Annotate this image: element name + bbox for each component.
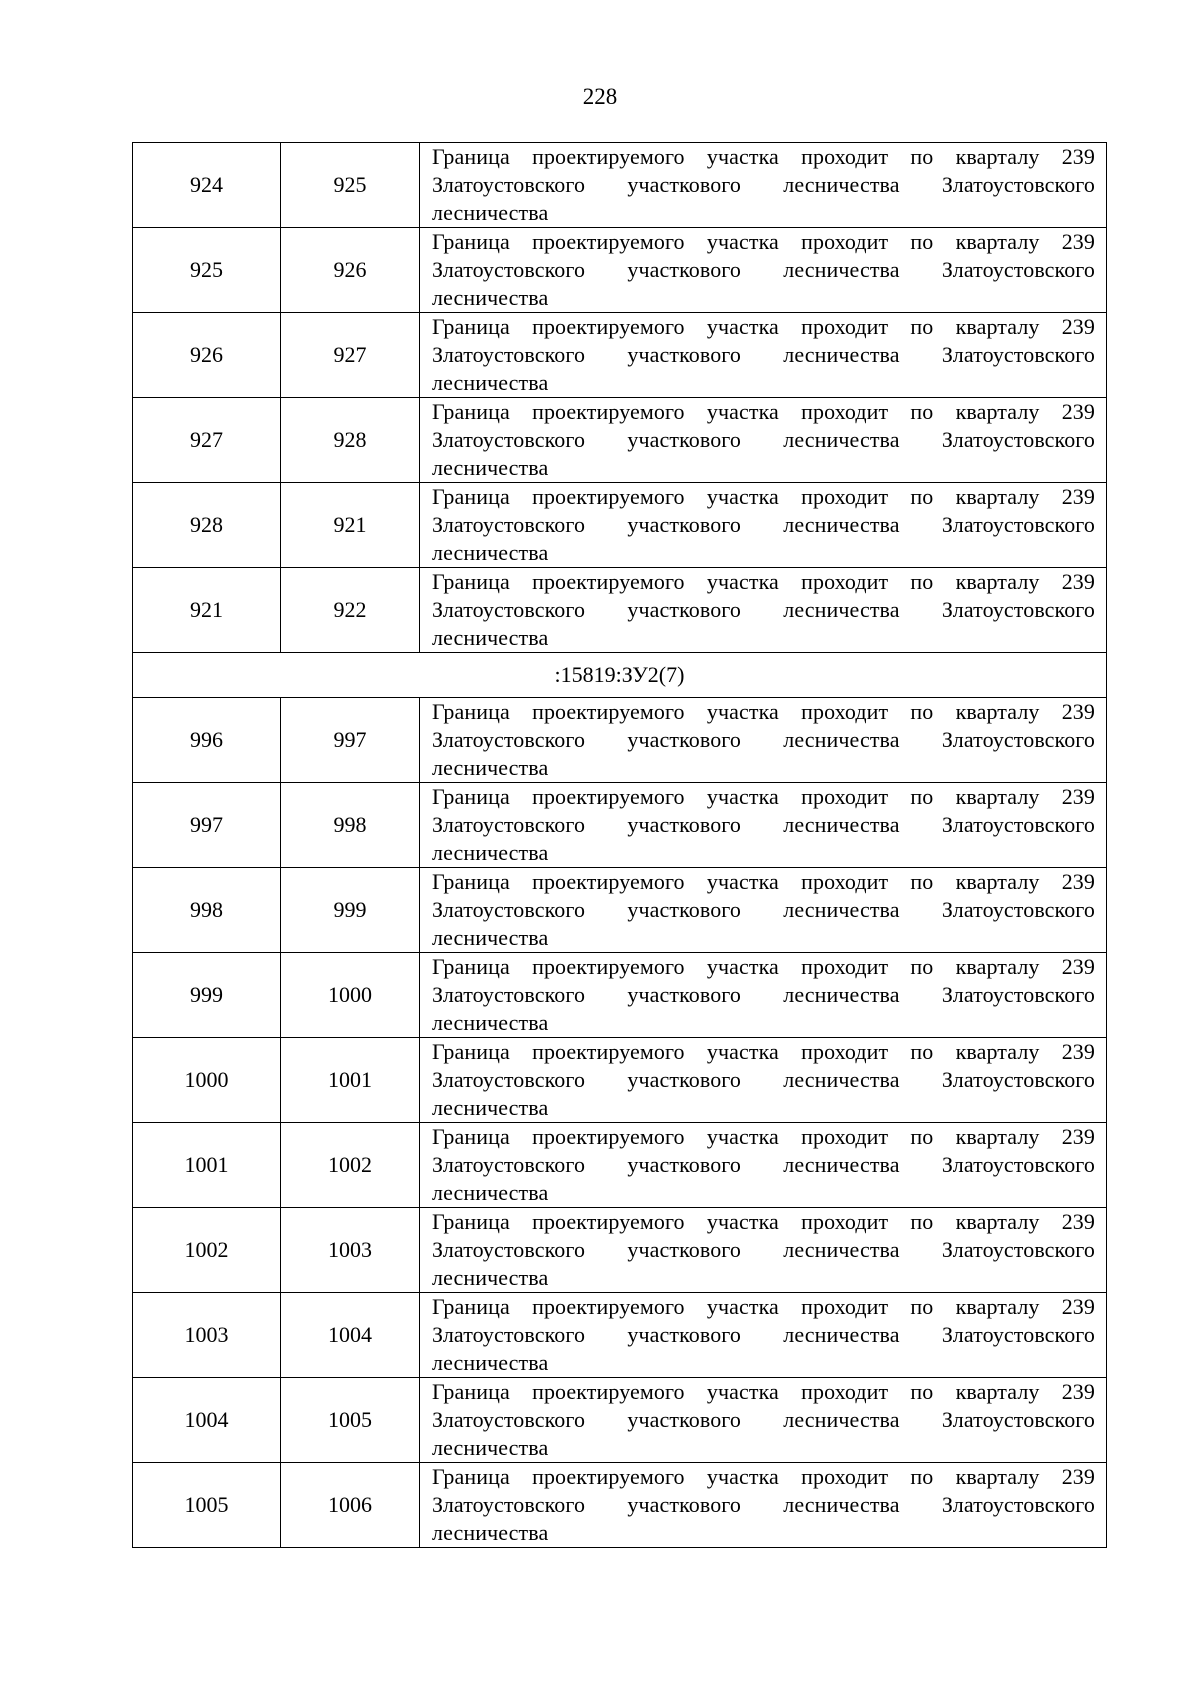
point-from: 921 xyxy=(133,568,281,653)
point-to: 921 xyxy=(281,483,420,568)
table-row xyxy=(133,398,1107,483)
boundary-description: Граница проектируемого участка проходит по кварталу 239 Златоустовского участкового лесничества Златоустовского лесничества xyxy=(420,1463,1107,1548)
point-from: 1004 xyxy=(133,1378,281,1463)
point-to: 927 xyxy=(281,313,420,398)
point-to: 1005 xyxy=(281,1378,420,1463)
table-row xyxy=(133,313,1107,398)
table-row xyxy=(133,1123,1107,1208)
table-row xyxy=(133,698,1107,783)
table-row xyxy=(133,483,1107,568)
boundary-description: Граница проектируемого участка проходит по кварталу 239 Златоустовского участкового лесничества Златоустовского лесничества xyxy=(420,1038,1107,1123)
page-number: 228 xyxy=(582,84,618,109)
table-row xyxy=(133,953,1107,1038)
point-to: 1003 xyxy=(281,1208,420,1293)
table-row xyxy=(133,568,1107,653)
point-to: 1004 xyxy=(281,1293,420,1378)
table-row xyxy=(133,1378,1107,1463)
point-to: 998 xyxy=(281,783,420,868)
section-title: :15819:ЗУ2(7) xyxy=(133,653,1107,698)
table-row xyxy=(133,143,1107,228)
boundary-table xyxy=(132,142,1107,1548)
boundary-description: Граница проектируемого участка проходит по кварталу 239 Златоустовского участкового лесничества Златоустовского лесничества xyxy=(420,568,1107,653)
section-header-row xyxy=(133,653,1107,698)
table-row xyxy=(133,868,1107,953)
boundary-description: Граница проектируемого участка проходит по кварталу 239 Златоустовского участкового лесничества Златоустовского лесничества xyxy=(420,1293,1107,1378)
point-to: 1006 xyxy=(281,1463,420,1548)
point-to: 1001 xyxy=(281,1038,420,1123)
point-from: 928 xyxy=(133,483,281,568)
point-to: 999 xyxy=(281,868,420,953)
point-from: 1005 xyxy=(133,1463,281,1548)
point-from: 1003 xyxy=(133,1293,281,1378)
boundary-description: Граница проектируемого участка проходит по кварталу 239 Златоустовского участкового лесничества Златоустовского лесничества xyxy=(420,868,1107,953)
boundary-description: Граница проектируемого участка проходит по кварталу 239 Златоустовского участкового лесничества Златоустовского лесничества xyxy=(420,953,1107,1038)
point-to: 928 xyxy=(281,398,420,483)
point-from: 1002 xyxy=(133,1208,281,1293)
point-from: 924 xyxy=(133,143,281,228)
table-row xyxy=(133,1463,1107,1548)
table-row xyxy=(133,1293,1107,1378)
point-from: 997 xyxy=(133,783,281,868)
point-from: 1001 xyxy=(133,1123,281,1208)
table-row xyxy=(133,1038,1107,1123)
point-from: 1000 xyxy=(133,1038,281,1123)
point-from: 926 xyxy=(133,313,281,398)
boundary-description: Граница проектируемого участка проходит по кварталу 239 Златоустовского участкового лесничества Златоустовского лесничества xyxy=(420,398,1107,483)
point-to: 926 xyxy=(281,228,420,313)
table-row xyxy=(133,228,1107,313)
point-to: 925 xyxy=(281,143,420,228)
point-from: 925 xyxy=(133,228,281,313)
point-from: 927 xyxy=(133,398,281,483)
point-from: 998 xyxy=(133,868,281,953)
boundary-description: Граница проектируемого участка проходит по кварталу 239 Златоустовского участкового лесничества Златоустовского лесничества xyxy=(420,783,1107,868)
point-to: 1000 xyxy=(281,953,420,1038)
point-to: 922 xyxy=(281,568,420,653)
boundary-description: Граница проектируемого участка проходит по кварталу 239 Златоустовского участкового лесничества Златоустовского лесничества xyxy=(420,313,1107,398)
boundary-description: Граница проектируемого участка проходит по кварталу 239 Златоустовского участкового лесничества Златоустовского лесничества xyxy=(420,1378,1107,1463)
table-row xyxy=(133,783,1107,868)
boundary-description: Граница проектируемого участка проходит по кварталу 239 Златоустовского участкового лесничества Златоустовского лесничества xyxy=(420,228,1107,313)
point-to: 1002 xyxy=(281,1123,420,1208)
table-body xyxy=(133,143,1107,1548)
boundary-description: Граница проектируемого участка проходит по кварталу 239 Златоустовского участкового лесничества Златоустовского лесничества xyxy=(420,1123,1107,1208)
boundary-description: Граница проектируемого участка проходит по кварталу 239 Златоустовского участкового лесничества Златоустовского лесничества xyxy=(420,1208,1107,1293)
point-from: 999 xyxy=(133,953,281,1038)
boundary-description: Граница проектируемого участка проходит по кварталу 239 Златоустовского участкового лесничества Златоустовского лесничества xyxy=(420,698,1107,783)
boundary-description: Граница проектируемого участка проходит по кварталу 239 Златоустовского участкового лесничества Златоустовского лесничества xyxy=(420,143,1107,228)
point-to: 997 xyxy=(281,698,420,783)
table-row xyxy=(133,1208,1107,1293)
point-from: 996 xyxy=(133,698,281,783)
boundary-description: Граница проектируемого участка проходит по кварталу 239 Златоустовского участкового лесничества Златоустовского лесничества xyxy=(420,483,1107,568)
